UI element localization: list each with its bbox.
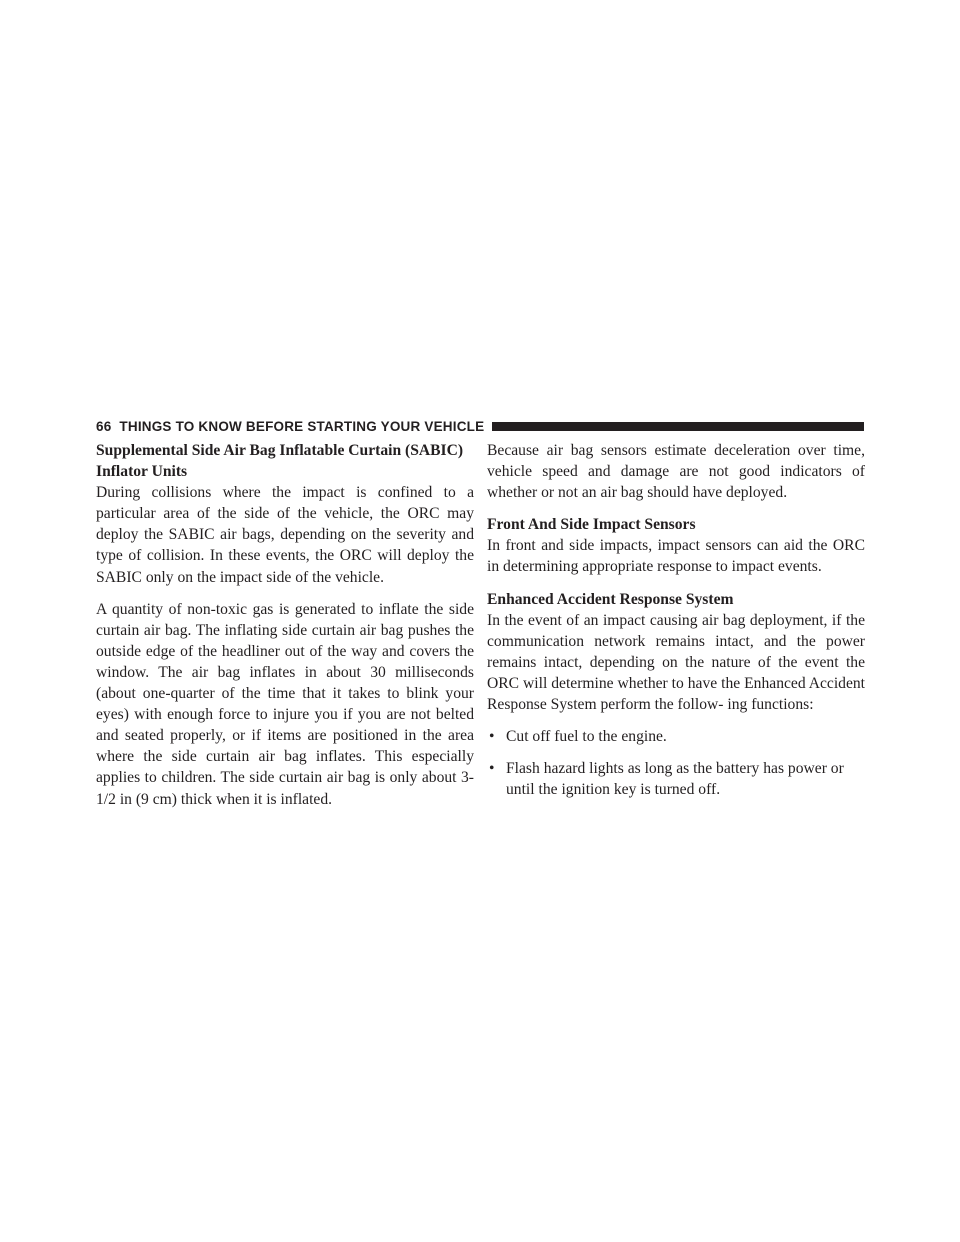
list-item bbox=[487, 758, 865, 800]
page-number: 66 bbox=[96, 418, 112, 434]
page-header bbox=[96, 416, 864, 436]
list-item-text: Flash hazard lights as long as the battery has power or until the ignition key is turned off. bbox=[506, 760, 844, 799]
functions-list bbox=[487, 726, 865, 800]
list-item bbox=[487, 726, 865, 747]
section-title: THINGS TO KNOW BEFORE STARTING YOUR VEHICLE bbox=[119, 418, 485, 434]
sensors-paragraph: Because air bag sensors estimate deceleration over time, vehicle speed and damage are not good indicators of whether or not an air bag should have deployed. bbox=[487, 442, 865, 502]
right-column bbox=[487, 440, 865, 811]
sabic-paragraph-1: During collisions where the impact is confined to a particular area of the side of the vehicle, the ORC may deploy the SABIC air bags, depending on the severity and type of collision. In these events, the ORC will deploy the SABIC only on the impact side of the vehicle. bbox=[96, 484, 474, 586]
impact-sensors-paragraph: In front and side impacts, impact sensors can aid the ORC in determining appropriate response to impact events. bbox=[487, 537, 865, 576]
left-column bbox=[96, 440, 474, 821]
sabic-paragraph-2: A quantity of non-toxic gas is generated to inflate the side curtain air bag. The inflating side curtain air bag pushes the outside edge of the headliner out of the way and covers the window. The air bag inflates in about 30 milliseconds (about one-quarter of the time that it takes to blink your eyes) with enough force to injure you if you are not belted and seated properly, or if items are positioned in the area where the side curtain air bag inflates. This especially applies to children. The side curtain air bag is only about 3-1/2 in (9 cm) thick when it is inflated. bbox=[96, 600, 474, 808]
sabic-heading: Supplemental Side Air Bag Inflatable Curtain (SABIC) Inflator Units bbox=[96, 442, 464, 481]
accident-response-heading: Enhanced Accident Response System bbox=[487, 590, 734, 608]
list-item-text: Cut off fuel to the engine. bbox=[506, 728, 667, 746]
bullet-icon: • bbox=[489, 728, 495, 746]
header-rule-bar bbox=[492, 422, 864, 431]
impact-sensors-heading: Front And Side Impact Sensors bbox=[487, 516, 696, 534]
accident-response-paragraph: In the event of an impact causing air bag deployment, if the communication network remains intact, and the power remains intact, depending on the nature of the event the ORC will determine whether to have the Enhanced Accident Response System perform the follow- ing functions: bbox=[487, 611, 865, 714]
bullet-icon: • bbox=[489, 760, 495, 778]
